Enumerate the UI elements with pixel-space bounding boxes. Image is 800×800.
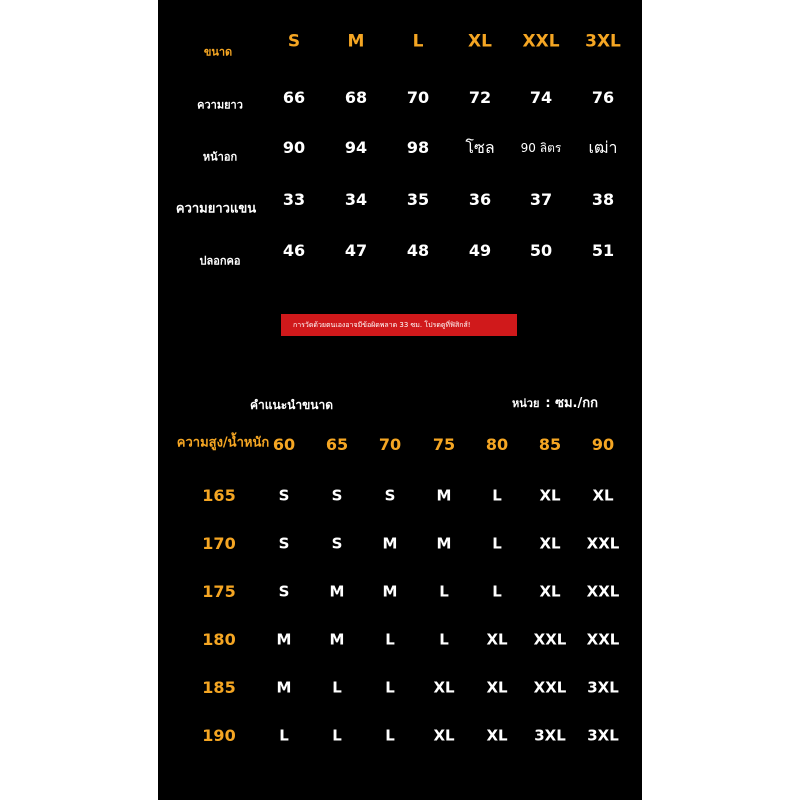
table-cell: XL bbox=[539, 582, 561, 601]
size-header-s: S bbox=[287, 31, 301, 52]
table-cell: L bbox=[279, 726, 289, 745]
table-cell: M bbox=[329, 582, 345, 601]
table-cell: S bbox=[278, 534, 290, 553]
table-cell: 48 bbox=[406, 241, 430, 260]
table-cell: 35 bbox=[406, 190, 430, 209]
size-header-3xl: 3XL bbox=[585, 31, 621, 52]
size-chart-panel bbox=[158, 0, 642, 800]
table-cell: XL bbox=[539, 534, 561, 553]
size-header-xxl: XXL bbox=[522, 31, 560, 52]
table-cell: 68 bbox=[344, 88, 368, 107]
table-cell: L bbox=[492, 534, 502, 553]
row-label-collar: ปลอกคอ bbox=[199, 254, 241, 268]
table-cell: M bbox=[436, 486, 452, 505]
row-label-length: ความยาว bbox=[197, 98, 243, 112]
table-cell: 76 bbox=[591, 88, 615, 107]
table-cell: L bbox=[492, 486, 502, 505]
table-cell: M bbox=[436, 534, 452, 553]
unit-label-text: หน่วย bbox=[512, 397, 540, 410]
table-cell: 49 bbox=[468, 241, 492, 260]
table-cell: XXL bbox=[586, 534, 620, 553]
table-cell: 3XL bbox=[587, 726, 619, 745]
table-cell: L bbox=[385, 630, 395, 649]
table-cell: 70 bbox=[406, 88, 430, 107]
table-cell: 3XL bbox=[587, 678, 619, 697]
weight-header: 70 bbox=[378, 435, 402, 454]
table-cell: 37 bbox=[529, 190, 553, 209]
height-label: 190 bbox=[202, 726, 236, 745]
table-cell: 74 bbox=[529, 88, 553, 107]
table-cell: S bbox=[278, 582, 290, 601]
table-cell: L bbox=[332, 678, 342, 697]
weight-header: 75 bbox=[432, 435, 456, 454]
unit-label bbox=[512, 392, 598, 413]
table-cell: 33 bbox=[282, 190, 306, 209]
table-cell: S bbox=[331, 534, 343, 553]
table-cell: 34 bbox=[344, 190, 368, 209]
table-cell: XL bbox=[486, 678, 508, 697]
table-cell: 36 bbox=[468, 190, 492, 209]
table-cell: 90 ลิตร bbox=[520, 141, 562, 155]
table-cell: S bbox=[384, 486, 396, 505]
table-cell: XL bbox=[486, 726, 508, 745]
table-cell: 51 bbox=[591, 241, 615, 260]
table-cell: 98 bbox=[406, 138, 430, 157]
height-label: 175 bbox=[202, 582, 236, 601]
unit-value: : ซม./กก bbox=[545, 396, 598, 411]
height-label: 165 bbox=[202, 486, 236, 505]
table-cell: 47 bbox=[344, 241, 368, 260]
table-cell: โซล bbox=[465, 138, 495, 157]
table-cell: 38 bbox=[591, 190, 615, 209]
table-cell: 90 bbox=[282, 138, 306, 157]
table-cell: L bbox=[439, 582, 449, 601]
table-cell: M bbox=[329, 630, 345, 649]
size-header-l: L bbox=[412, 31, 424, 52]
recommendation-title: คำแนะนำขนาด bbox=[250, 398, 334, 412]
height-weight-corner-label: ความสูง/น้ำหนัก bbox=[176, 435, 270, 451]
weight-header: 80 bbox=[485, 435, 509, 454]
weight-header: 85 bbox=[538, 435, 562, 454]
table-cell: S bbox=[331, 486, 343, 505]
measurement-notice-banner: การวัดด้วยตนเองอาจมีข้อผิดพลาด 33 ซม. โปรดดูที่ฟิสิกส์! bbox=[281, 314, 517, 336]
table-cell: XXL bbox=[533, 678, 567, 697]
table-cell: XL bbox=[539, 486, 561, 505]
table-cell: XXL bbox=[533, 630, 567, 649]
table-cell: S bbox=[278, 486, 290, 505]
size-header-xl: XL bbox=[468, 31, 492, 52]
table-cell: XXL bbox=[586, 630, 620, 649]
weight-header: 60 bbox=[272, 435, 296, 454]
height-label: 180 bbox=[202, 630, 236, 649]
table-cell: XL bbox=[433, 678, 455, 697]
table-cell: L bbox=[385, 726, 395, 745]
size-header-m: M bbox=[347, 31, 365, 52]
table-cell: M bbox=[276, 630, 292, 649]
table-cell: L bbox=[385, 678, 395, 697]
table-cell: M bbox=[276, 678, 292, 697]
height-label: 170 bbox=[202, 534, 236, 553]
row-label-chest: หน้าอก bbox=[202, 150, 238, 164]
table-cell: M bbox=[382, 582, 398, 601]
table-cell: 66 bbox=[282, 88, 306, 107]
table-cell: L bbox=[492, 582, 502, 601]
table-cell: XL bbox=[433, 726, 455, 745]
table-cell: XL bbox=[592, 486, 614, 505]
table-cell: เฒ่า bbox=[588, 138, 618, 157]
table-cell: 72 bbox=[468, 88, 492, 107]
table-cell: XL bbox=[486, 630, 508, 649]
table-cell: 3XL bbox=[534, 726, 566, 745]
size-row-header: ขนาด bbox=[203, 45, 233, 59]
table-cell: L bbox=[332, 726, 342, 745]
table-cell: 94 bbox=[344, 138, 368, 157]
table-cell: L bbox=[439, 630, 449, 649]
table-cell: XXL bbox=[586, 582, 620, 601]
height-label: 185 bbox=[202, 678, 236, 697]
table-cell: M bbox=[382, 534, 398, 553]
weight-header: 65 bbox=[325, 435, 349, 454]
table-cell: 50 bbox=[529, 241, 553, 260]
weight-header: 90 bbox=[591, 435, 615, 454]
row-label-sleeve: ความยาวแขน bbox=[175, 201, 257, 217]
table-cell: 46 bbox=[282, 241, 306, 260]
